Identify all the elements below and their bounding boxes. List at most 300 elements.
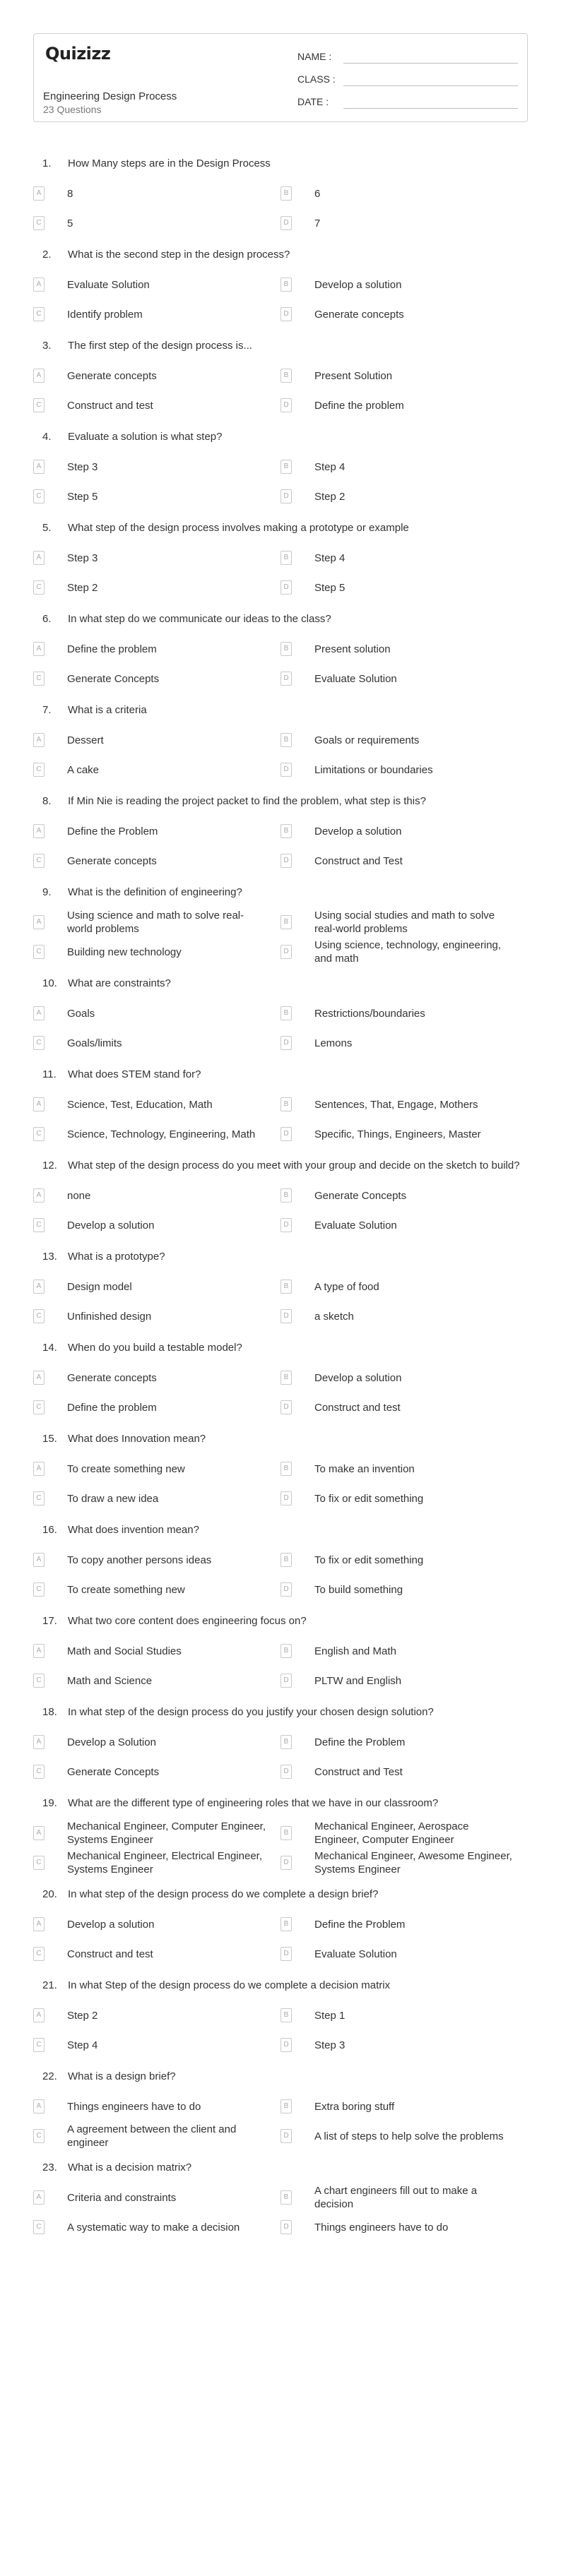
question-number: 10. — [42, 977, 57, 989]
answer-options — [33, 1545, 528, 1604]
option-text: Things engineers have to do — [314, 2221, 449, 2234]
answer-option[interactable] — [33, 2092, 280, 2121]
answer-option[interactable] — [33, 725, 280, 755]
option-letter-box: B — [280, 1644, 292, 1658]
question-text — [33, 2070, 528, 2084]
question-prompt: What is a prototype? — [68, 1251, 165, 1263]
answer-option[interactable] — [280, 299, 528, 329]
option-letter-box: A — [33, 1006, 45, 1020]
question-number: 22. — [42, 2070, 57, 2082]
option-letter-box: B — [280, 1280, 292, 1294]
question-prompt: What does invention mean? — [68, 1524, 199, 1536]
answer-options — [33, 1181, 528, 1240]
answer-option[interactable] — [33, 2000, 280, 2030]
answer-option[interactable] — [33, 2183, 280, 2212]
option-text: Define the Problem — [314, 1736, 406, 1748]
option-letter-box: D — [280, 1582, 292, 1597]
option-letter-box: D — [280, 945, 292, 959]
question-prompt: In what Step of the design process do we complete a decision matrix — [68, 1979, 391, 1991]
answer-option[interactable] — [33, 1666, 280, 1695]
quizizz-logo: Quizizz — [45, 44, 111, 64]
question-text — [33, 794, 528, 809]
option-text: Step 2 — [67, 581, 98, 594]
option-letter-box: A — [33, 1188, 45, 1203]
question-number: 19. — [42, 1797, 57, 1809]
class-field — [297, 69, 518, 92]
option-text: Design model — [67, 1280, 132, 1293]
answer-option[interactable] — [280, 1484, 528, 1513]
answer-option[interactable] — [280, 2030, 528, 2060]
option-letter-box: D — [280, 398, 292, 412]
question-number: 2. — [42, 249, 52, 261]
answer-option[interactable] — [33, 1119, 280, 1149]
answer-option[interactable] — [280, 937, 528, 967]
option-text: Step 4 — [67, 2039, 98, 2051]
answer-options — [33, 1363, 528, 1422]
answer-option[interactable] — [280, 482, 528, 511]
answer-option[interactable] — [33, 2121, 280, 2151]
answer-option[interactable] — [280, 1454, 528, 1484]
name-label: NAME : — [297, 51, 332, 62]
question-item — [33, 703, 528, 785]
option-text: Building new technology — [67, 946, 182, 958]
answer-option[interactable] — [33, 573, 280, 602]
option-text: Science, Technology, Engineering, Math — [67, 1128, 256, 1140]
answer-options — [33, 452, 528, 511]
option-text: A agreement between the client and engineer — [67, 2123, 237, 2149]
question-number: 18. — [42, 1706, 57, 1718]
option-text: 7 — [314, 217, 321, 229]
option-text: Generate concepts — [67, 1371, 157, 1384]
worksheet-title: Engineering Design Process — [43, 90, 177, 102]
answer-option[interactable] — [33, 816, 280, 846]
answer-option[interactable] — [280, 2121, 528, 2151]
option-letter-box: B — [280, 1826, 292, 1840]
option-letter-box: B — [280, 1917, 292, 1931]
question-text — [33, 248, 528, 262]
question-prompt: What is the second step in the design process? — [68, 249, 290, 261]
option-letter-box: A — [33, 1462, 45, 1476]
answer-option[interactable] — [33, 1181, 280, 1210]
option-letter-box: C — [33, 1765, 45, 1779]
option-text: To make an invention — [314, 1462, 415, 1475]
question-prompt: Evaluate a solution is what step? — [68, 431, 223, 443]
answer-option[interactable] — [280, 361, 528, 390]
answer-option[interactable] — [33, 1363, 280, 1393]
question-text — [33, 1523, 528, 1537]
question-item — [33, 794, 528, 876]
option-letter-box: C — [33, 216, 45, 230]
answer-option[interactable] — [280, 1636, 528, 1666]
question-list — [33, 157, 528, 2252]
option-letter-box: B — [280, 1188, 292, 1203]
answer-option[interactable] — [33, 1727, 280, 1757]
question-item — [33, 1432, 528, 1513]
question-text — [33, 430, 528, 444]
option-letter-box: C — [33, 2038, 45, 2052]
option-letter-box: A — [33, 1553, 45, 1567]
answer-option[interactable] — [33, 1454, 280, 1484]
option-text: Construct and test — [314, 1401, 401, 1414]
option-text: Mechanical Engineer, Awesome Engineer, Systems Engineer — [314, 1850, 512, 1876]
option-text: Define the problem — [67, 1401, 157, 1414]
option-letter-box: B — [280, 642, 292, 656]
option-letter-box: D — [280, 1036, 292, 1050]
question-text — [33, 1614, 528, 1628]
answer-option[interactable] — [33, 1939, 280, 1969]
question-prompt: What is a decision matrix? — [68, 2161, 192, 2174]
answer-option[interactable] — [280, 270, 528, 299]
option-letter-box: D — [280, 854, 292, 868]
option-letter-box: B — [280, 1462, 292, 1476]
answer-option[interactable] — [280, 543, 528, 573]
question-number: 4. — [42, 431, 52, 443]
option-text: Math and Social Studies — [67, 1645, 182, 1657]
option-letter-box: B — [280, 1735, 292, 1749]
answer-option[interactable] — [280, 664, 528, 693]
option-letter-box: D — [280, 1400, 292, 1414]
question-item — [33, 612, 528, 693]
option-letter-box: C — [33, 2129, 45, 2143]
answer-option[interactable] — [280, 907, 528, 937]
option-letter-box: B — [280, 186, 292, 201]
option-letter-box: C — [33, 1491, 45, 1505]
answer-options — [33, 1818, 528, 1878]
student-info-fields — [297, 47, 518, 114]
option-text: Construct and test — [67, 1948, 153, 1960]
question-item — [33, 1523, 528, 1604]
option-letter-box: D — [280, 1491, 292, 1505]
question-item — [33, 1796, 528, 1878]
option-text: Step 3 — [67, 551, 98, 564]
answer-options — [33, 270, 528, 329]
answer-option[interactable] — [33, 482, 280, 511]
option-text: Sentences, That, Engage, Mothers — [314, 1098, 478, 1111]
answer-option[interactable] — [33, 452, 280, 482]
option-letter-box: B — [280, 460, 292, 474]
answer-option[interactable] — [33, 1393, 280, 1422]
option-letter-box: C — [33, 672, 45, 686]
option-letter-box: C — [33, 854, 45, 868]
option-text: Generate Concepts — [67, 672, 160, 685]
question-prompt: In what step of the design process do we complete a design brief? — [68, 1888, 379, 1900]
answer-option[interactable] — [280, 846, 528, 876]
option-text: Step 5 — [67, 490, 98, 503]
answer-option[interactable] — [280, 1545, 528, 1575]
option-text: none — [67, 1189, 91, 1202]
option-letter-box: B — [280, 2099, 292, 2113]
question-text — [33, 521, 528, 535]
option-text: Define the Problem — [314, 1918, 406, 1931]
option-letter-box: D — [280, 1309, 292, 1323]
option-text: Evaluate Solution — [314, 1948, 397, 1960]
question-number: 5. — [42, 522, 52, 534]
question-item — [33, 521, 528, 602]
option-letter-box: C — [33, 1582, 45, 1597]
answer-option[interactable] — [33, 1818, 280, 1848]
option-text: Construct and Test — [314, 1765, 403, 1778]
option-letter-box: A — [33, 278, 45, 292]
answer-option[interactable] — [280, 1727, 528, 1757]
option-letter-box: D — [280, 1856, 292, 1870]
option-letter-box: C — [33, 763, 45, 777]
option-text: Things engineers have to do — [67, 2100, 201, 2113]
option-text: Construct and Test — [314, 854, 403, 867]
option-letter-box: D — [280, 1218, 292, 1232]
question-text — [33, 977, 528, 991]
option-letter-box: A — [33, 1371, 45, 1385]
option-text: Mechanical Engineer, Computer Engineer, Systems Engineer — [67, 1820, 266, 1846]
answer-option[interactable] — [33, 1757, 280, 1787]
option-letter-box: C — [33, 1309, 45, 1323]
option-letter-box: A — [33, 1097, 45, 1111]
option-letter-box: C — [33, 1127, 45, 1141]
answer-option[interactable] — [33, 543, 280, 573]
question-text — [33, 1705, 528, 1719]
option-letter-box: A — [33, 642, 45, 656]
answer-option[interactable] — [280, 1666, 528, 1695]
question-number: 17. — [42, 1615, 57, 1627]
answer-option[interactable] — [33, 299, 280, 329]
option-text: Generate Concepts — [314, 1189, 407, 1202]
answer-options — [33, 998, 528, 1058]
answer-options — [33, 361, 528, 420]
question-prompt: What step of the design process do you meet with your group and decide on the sketch to build? — [68, 1159, 520, 1171]
option-text: Math and Science — [67, 1674, 153, 1687]
answer-option[interactable] — [33, 1909, 280, 1939]
option-letter-box: D — [280, 2038, 292, 2052]
answer-option[interactable] — [280, 208, 528, 238]
answer-option[interactable] — [280, 1848, 528, 1878]
answer-option[interactable] — [33, 1575, 280, 1604]
question-text — [33, 1341, 528, 1355]
question-prompt: In what step do we communicate our ideas to the class? — [68, 613, 331, 625]
answer-options — [33, 1090, 528, 1149]
answer-option[interactable] — [280, 1181, 528, 1210]
answer-option[interactable] — [33, 846, 280, 876]
answer-option[interactable] — [33, 1848, 280, 1878]
answer-option[interactable] — [33, 1210, 280, 1240]
answer-option[interactable] — [280, 1909, 528, 1939]
answer-option[interactable] — [280, 2212, 528, 2242]
option-letter-box: C — [33, 1036, 45, 1050]
answer-option[interactable] — [280, 1272, 528, 1301]
answer-option[interactable] — [33, 755, 280, 785]
option-text: Define the problem — [67, 643, 157, 655]
question-item — [33, 157, 528, 238]
answer-option[interactable] — [280, 634, 528, 664]
question-number: 14. — [42, 1342, 57, 1354]
answer-option[interactable] — [33, 2030, 280, 2060]
answer-option[interactable] — [33, 1545, 280, 1575]
option-text: Step 5 — [314, 581, 346, 594]
question-prompt: What does Innovation mean? — [68, 1433, 206, 1445]
option-text: Step 3 — [314, 2039, 346, 2051]
question-text — [33, 1979, 528, 1993]
answer-option[interactable] — [280, 390, 528, 420]
answer-options — [33, 1727, 528, 1787]
answer-option[interactable] — [33, 361, 280, 390]
option-letter-box: A — [33, 824, 45, 838]
option-letter-box: D — [280, 1947, 292, 1961]
question-text — [33, 1432, 528, 1446]
option-letter-box: B — [280, 551, 292, 565]
answer-option[interactable] — [280, 1119, 528, 1149]
option-letter-box: B — [280, 824, 292, 838]
class-line — [343, 85, 518, 86]
option-letter-box: C — [33, 945, 45, 959]
question-item — [33, 1250, 528, 1331]
date-field — [297, 92, 518, 114]
answer-option[interactable] — [280, 1757, 528, 1787]
answer-option[interactable] — [280, 179, 528, 208]
option-text: Present solution — [314, 643, 391, 655]
answer-option[interactable] — [33, 1272, 280, 1301]
answer-option[interactable] — [33, 907, 280, 937]
answer-option[interactable] — [280, 2000, 528, 2030]
option-text: Step 4 — [314, 460, 346, 473]
option-letter-box: D — [280, 1765, 292, 1779]
answer-option[interactable] — [280, 1575, 528, 1604]
answer-option[interactable] — [33, 179, 280, 208]
answer-option[interactable] — [33, 998, 280, 1028]
option-text: Using social studies and math to solve real-world problems — [314, 910, 495, 935]
option-text: Evaluate Solution — [314, 1219, 397, 1232]
answer-options — [33, 1636, 528, 1695]
question-text — [33, 339, 528, 353]
question-item — [33, 1614, 528, 1695]
question-item — [33, 2161, 528, 2242]
option-text: Goals — [67, 1007, 95, 1020]
option-text: 5 — [67, 217, 73, 229]
option-text: To build something — [314, 1583, 403, 1596]
question-number: 8. — [42, 795, 52, 807]
answer-option[interactable] — [280, 1363, 528, 1393]
question-item — [33, 1888, 528, 1969]
answer-option[interactable] — [33, 937, 280, 967]
answer-options — [33, 1272, 528, 1331]
option-text: Unfinished design — [67, 1310, 152, 1323]
answer-option[interactable] — [280, 1210, 528, 1240]
answer-option[interactable] — [280, 755, 528, 785]
answer-option[interactable] — [33, 1028, 280, 1058]
answer-option[interactable] — [280, 998, 528, 1028]
option-text: Evaluate Solution — [67, 278, 150, 291]
option-letter-box: D — [280, 2129, 292, 2143]
option-letter-box: C — [33, 1400, 45, 1414]
option-text: Using science and math to solve real-world problems — [67, 910, 244, 935]
answer-option[interactable] — [280, 816, 528, 846]
answer-option[interactable] — [280, 2183, 528, 2212]
option-text: To create something new — [67, 1462, 185, 1475]
answer-option[interactable] — [33, 270, 280, 299]
option-letter-box: C — [33, 1947, 45, 1961]
option-text: Using science, technology, engineering, and math — [314, 939, 502, 965]
option-text: Present Solution — [314, 369, 393, 382]
answer-option[interactable] — [280, 2092, 528, 2121]
answer-option[interactable] — [280, 1393, 528, 1422]
question-item — [33, 977, 528, 1058]
option-letter-box: B — [280, 2008, 292, 2022]
question-item — [33, 2070, 528, 2151]
option-letter-box: A — [33, 1644, 45, 1658]
option-letter-box: C — [33, 2220, 45, 2234]
answer-option[interactable] — [33, 390, 280, 420]
option-letter-box: C — [33, 580, 45, 595]
answer-option[interactable] — [280, 1818, 528, 1848]
option-text: Lemons — [314, 1037, 353, 1049]
question-number: 16. — [42, 1524, 57, 1536]
name-line — [343, 63, 518, 64]
option-text: To copy another persons ideas — [67, 1554, 212, 1566]
question-item — [33, 1068, 528, 1149]
answer-option[interactable] — [280, 452, 528, 482]
option-text: 8 — [67, 187, 73, 200]
option-text: Generate concepts — [314, 308, 404, 321]
answer-options — [33, 1454, 528, 1513]
option-text: Evaluate Solution — [314, 672, 397, 685]
answer-options — [33, 543, 528, 602]
question-prompt: What step of the design process involves making a prototype or example — [68, 522, 409, 534]
answer-option[interactable] — [33, 1090, 280, 1119]
answer-option[interactable] — [33, 1636, 280, 1666]
option-letter-box: A — [33, 460, 45, 474]
question-prompt: What are constraints? — [68, 977, 171, 989]
answer-options — [33, 1909, 528, 1969]
option-letter-box: B — [280, 278, 292, 292]
answer-option[interactable] — [33, 1484, 280, 1513]
option-text: Step 1 — [314, 2009, 346, 2022]
option-letter-box: D — [280, 763, 292, 777]
option-letter-box: C — [33, 1218, 45, 1232]
answer-option[interactable] — [280, 725, 528, 755]
answer-option[interactable] — [33, 634, 280, 664]
answer-option[interactable] — [280, 1301, 528, 1331]
option-text: Science, Test, Education, Math — [67, 1098, 213, 1111]
option-text: PLTW and English — [314, 1674, 402, 1687]
question-item — [33, 248, 528, 329]
question-item — [33, 1341, 528, 1422]
question-count: 23 Questions — [43, 104, 102, 115]
answer-options — [33, 2000, 528, 2060]
option-letter-box: D — [280, 580, 292, 595]
answer-option[interactable] — [280, 1939, 528, 1969]
question-text — [33, 2161, 528, 2175]
option-text: Develop a solution — [314, 825, 402, 837]
option-letter-box: B — [280, 1097, 292, 1111]
option-letter-box: C — [33, 489, 45, 503]
answer-option[interactable] — [280, 573, 528, 602]
question-number: 7. — [42, 704, 52, 716]
answer-option[interactable] — [33, 208, 280, 238]
answer-option[interactable] — [280, 1090, 528, 1119]
question-text — [33, 1068, 528, 1082]
question-number: 1. — [42, 157, 52, 169]
question-number: 6. — [42, 613, 52, 625]
option-text: 6 — [314, 187, 321, 200]
option-text: Generate Concepts — [67, 1765, 160, 1778]
option-letter-box: A — [33, 1735, 45, 1749]
answer-option[interactable] — [33, 664, 280, 693]
answer-option[interactable] — [33, 1301, 280, 1331]
question-text — [33, 1250, 528, 1264]
answer-option[interactable] — [33, 2212, 280, 2242]
option-text: Mechanical Engineer, Electrical Engineer, Systems Engineer — [67, 1850, 262, 1876]
answer-option[interactable] — [280, 1028, 528, 1058]
question-text — [33, 1159, 528, 1173]
option-letter-box: A — [33, 1917, 45, 1931]
question-prompt: What two core content does engineering focus on? — [68, 1615, 307, 1627]
